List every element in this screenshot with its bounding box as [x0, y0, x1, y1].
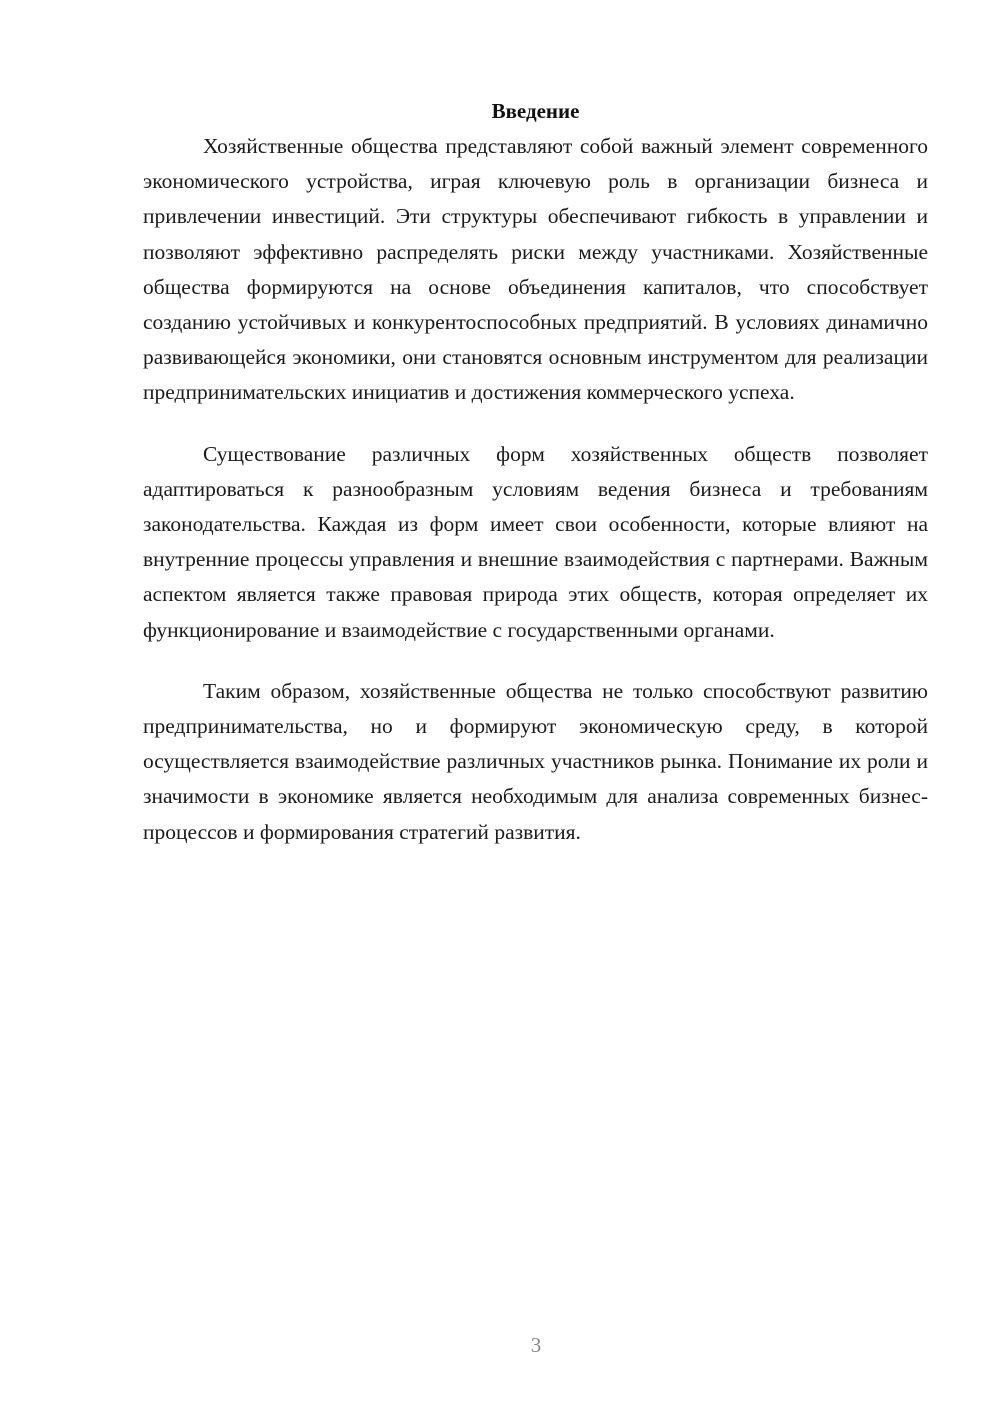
section-title: Введение — [491, 99, 580, 123]
page-number: 3 — [530, 1333, 542, 1357]
paragraph-3: Таким образом, хозяйственные общества не только способствуют развитию предпринимательства, но и формируют экономическую среду, в которой осуществляется взаимодействие различных участников рынка. Понимание их роли и значимости в экономике является необходимым для анализа современных бизнес-процессов и формирования стратегий развития. — [143, 678, 928, 844]
page-content — [143, 94, 928, 876]
paragraph-2: Существование различных форм хозяйственных обществ позволяет адаптироваться к разнообразным условиям ведения бизнеса и требованиям законодательства. Каждая из форм имеет свои особенности, которые влияют на внутренние процессы управления и внешние взаимодействия с партнерами. Важным аспектом является также правовая природа этих обществ, которая определяет их функционирование и взаимодействие с государственными органами. — [143, 441, 928, 642]
paragraph-1: Хозяйственные общества представляют собой важный элемент современного экономического устройства, играя ключевую роль в организации бизнеса и привлечении инвестиций. Эти структуры обеспечивают гибкость в управлении и позволяют эффективно распределять риски между участниками. Хозяйственные общества формируются на основе объединения капиталов, что способствует созданию устойчивых и конкурентоспособных предприятий. В условиях динамично развивающейся экономики, они становятся основным инструментом для реализации предпринимательских инициатив и достижения коммерческого успеха. — [143, 134, 928, 405]
